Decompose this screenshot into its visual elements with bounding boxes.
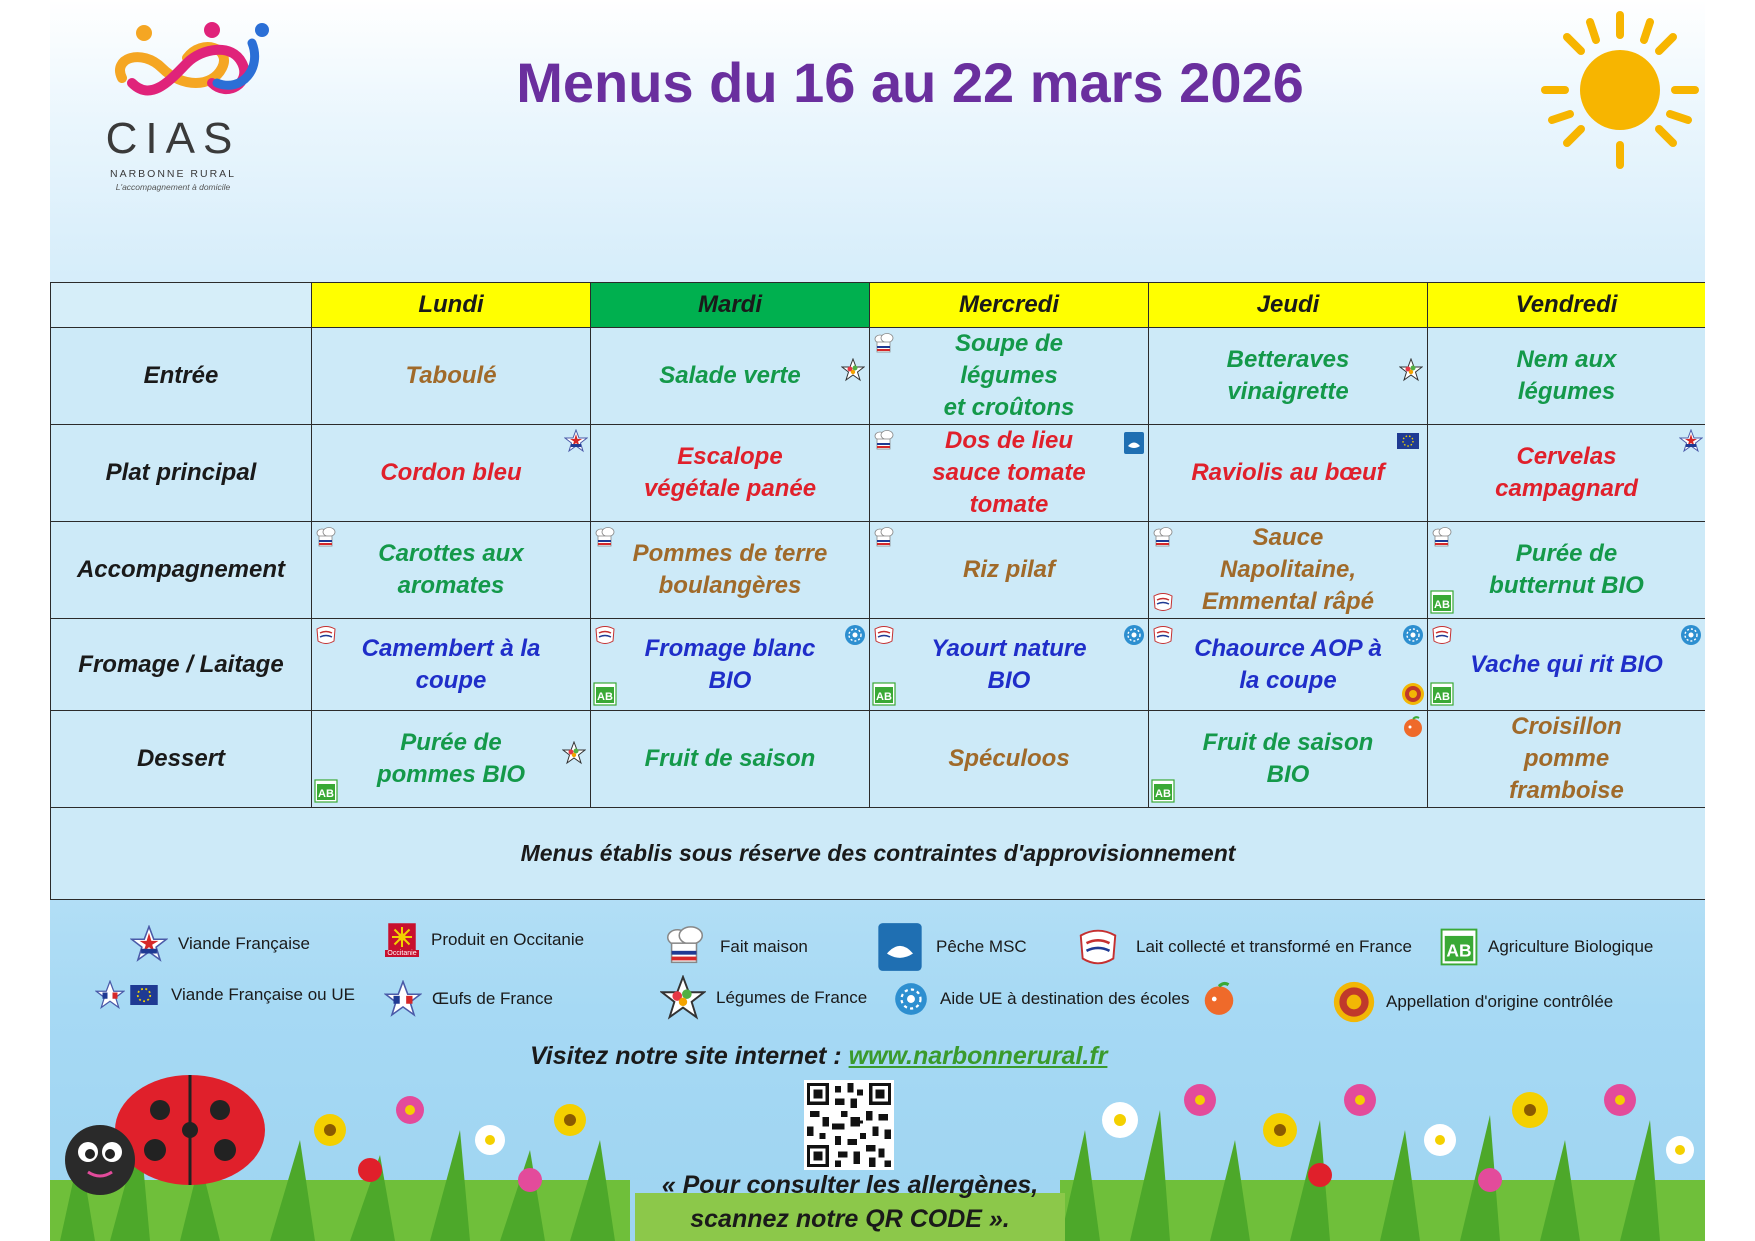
dish-accompagnement-mercredi (870, 554, 1148, 586)
dish-accompagnement-jeudi (1149, 522, 1427, 618)
cell-entree-mardi (591, 328, 870, 425)
legend-occitanie (383, 922, 584, 957)
aide-ue-icon (843, 623, 867, 647)
cias-logo (78, 18, 278, 192)
dish-dessert-jeudi (1149, 727, 1427, 791)
legend-viande-francaise (130, 925, 310, 963)
row-label-fromage: Fromage / Laitage (51, 619, 312, 711)
website-label: Visitez notre site internet : (530, 1042, 849, 1070)
dish-line: Purée de (400, 729, 502, 756)
dish-dessert-lundi (312, 727, 590, 791)
dish-fromage-mercredi (870, 633, 1148, 697)
legend-label: Légumes de France (716, 988, 868, 1007)
row-accompagnement (51, 522, 1706, 619)
legend-lait-france (1070, 924, 1412, 970)
dish-entree-vendredi (1428, 344, 1705, 408)
header-day-lundi: Lundi (312, 283, 591, 328)
fait-maison-icon (593, 526, 617, 550)
legumes-france-icon (562, 741, 586, 765)
dish-fromage-vendredi (1428, 649, 1705, 681)
legumes-france-icon (660, 975, 706, 1021)
dish-dessert-vendredi (1428, 711, 1705, 807)
menu-poster (50, 0, 1705, 1241)
agriculture-bio-icon (314, 779, 338, 803)
cell-plat-vendredi (1428, 425, 1706, 522)
allergen-line-2: scannez notre QR CODE ». (690, 1205, 1010, 1233)
legend-label: Aide UE à destination des écoles (940, 989, 1190, 1008)
peche-msc-icon (874, 916, 926, 978)
legend-aide-ue (892, 980, 1238, 1018)
legend-label: Viande Française ou UE (171, 985, 355, 1004)
viande-francaise-icon (564, 429, 588, 453)
dish-line: Chaource AOP à (1194, 634, 1382, 662)
dish-line: Salade verte (659, 362, 801, 389)
supply-note-row (51, 808, 1706, 900)
legend-label: Appellation d'origine contrôlée (1386, 992, 1614, 1011)
cell-plat-mardi (591, 425, 870, 522)
dish-line: Raviolis au bœuf (1191, 459, 1385, 486)
legend-fait-maison (660, 924, 808, 970)
aoc-icon (1332, 980, 1376, 1024)
dish-line: vinaigrette (1227, 378, 1349, 405)
agriculture-bio-icon (1440, 922, 1478, 972)
dish-line: et croûtons (943, 394, 1075, 421)
aide-ue-icon (1679, 623, 1703, 647)
dish-entree-mardi (591, 360, 869, 392)
occitanie-badge (383, 922, 421, 957)
fait-maison-icon (1151, 526, 1175, 550)
cell-fromage-jeudi (1149, 619, 1428, 711)
header-day-vendredi: Vendredi (1428, 283, 1706, 328)
peche-msc-icon (1122, 427, 1146, 459)
cell-dessert-vendredi (1428, 711, 1706, 808)
header-day-jeudi: Jeudi (1149, 283, 1428, 328)
supply-note: Menus établis sous réserve des contraintes d'approvisionnement (51, 808, 1706, 900)
dish-line: légumes (960, 362, 1058, 389)
dish-line: végétale panée (643, 475, 817, 502)
fait-maison-icon (314, 526, 338, 550)
dish-entree-mercredi (870, 328, 1148, 424)
dish-line: Fruit de saison (644, 745, 816, 772)
page-title: Menus du 16 au 22 mars 2026 (516, 51, 1304, 114)
lait-france-icon (1070, 924, 1126, 970)
occitanie-badge-label: Occitanie (387, 950, 417, 957)
legend-label: Lait collecté et transformé en France (1136, 937, 1412, 956)
dish-accompagnement-vendredi (1428, 538, 1705, 602)
cell-dessert-jeudi (1149, 711, 1428, 808)
dish-line: Pommes de terre (632, 540, 828, 567)
viande-francaise-flag-icon (95, 980, 125, 1010)
fait-maison-icon (1430, 526, 1454, 550)
cell-fromage-vendredi (1428, 619, 1706, 711)
dish-fromage-jeudi (1149, 633, 1427, 697)
viande-ue-icon (1391, 429, 1425, 453)
aide-ue-icon (892, 980, 930, 1018)
logo-tagline: L'accompagnement à domicile (115, 182, 231, 192)
legend-label: Viande Française (178, 934, 310, 953)
dish-line: aromates (397, 572, 505, 599)
legend-agriculture-bio (1440, 922, 1653, 972)
cell-accompagnement-lundi (312, 522, 591, 619)
occitanie-icon (383, 922, 421, 952)
dish-plat-mardi (591, 441, 869, 505)
days-header-row (51, 283, 1706, 328)
dish-plat-lundi (312, 457, 590, 489)
dish-dessert-mardi (591, 743, 869, 775)
dish-line: Nem aux (1516, 346, 1617, 373)
legumes-france-icon (1399, 358, 1423, 382)
fruit-ecole-icon (1200, 980, 1238, 1018)
dish-entree-jeudi (1149, 344, 1427, 408)
cell-accompagnement-jeudi (1149, 522, 1428, 619)
legend-label: Œufs de France (432, 989, 553, 1008)
agriculture-bio-icon (1151, 779, 1175, 803)
row-label-entree: Entrée (51, 328, 312, 425)
cell-accompagnement-vendredi (1428, 522, 1706, 619)
dish-line: boulangères (658, 572, 802, 599)
aide-ue-icon (1122, 623, 1146, 647)
header-day-mardi: Mardi (591, 283, 870, 328)
fait-maison-icon (872, 332, 896, 356)
header-corner (51, 283, 312, 328)
legend-label: Agriculture Biologique (1488, 937, 1654, 956)
cell-accompagnement-mardi (591, 522, 870, 619)
legend-viande-ue (95, 980, 355, 1010)
dish-accompagnement-mardi (591, 538, 869, 602)
dish-line: Cervelas (1516, 443, 1617, 470)
cell-dessert-lundi (312, 711, 591, 808)
legend (50, 910, 1705, 1030)
lait-france-icon (1430, 623, 1454, 647)
aide-ue-icon (1401, 623, 1425, 647)
dish-line: sauce tomate (932, 459, 1086, 486)
dish-entree-lundi (312, 360, 590, 392)
logo-subtitle: NARBONNE RURAL (109, 168, 237, 180)
oeufs-france-icon (384, 980, 422, 1018)
dish-accompagnement-lundi (312, 538, 590, 602)
menu-table (50, 282, 1705, 900)
dish-line: Dos de lieu (944, 427, 1074, 454)
dish-fromage-lundi (312, 633, 590, 697)
qr-code-icon[interactable] (804, 1080, 894, 1170)
cell-accompagnement-mercredi (870, 522, 1149, 619)
cell-plat-lundi (312, 425, 591, 522)
dish-fromage-mardi (591, 633, 869, 697)
dish-line: pomme (1523, 745, 1610, 772)
legend-oeufs (384, 980, 553, 1018)
dish-line: Purée de (1515, 540, 1618, 567)
dish-line: Emmental râpé (1201, 588, 1375, 615)
cell-dessert-mercredi (870, 711, 1149, 808)
dish-line: Napolitaine, (1219, 556, 1357, 583)
dish-line: Spéculoos (948, 745, 1070, 772)
aoc-icon (1401, 682, 1425, 706)
allergen-note (610, 1168, 1090, 1236)
legend-label: Produit en Occitanie (431, 929, 585, 949)
cell-entree-mercredi (870, 328, 1149, 425)
cell-entree-jeudi (1149, 328, 1428, 425)
dish-dessert-mercredi (870, 743, 1148, 775)
fait-maison-icon (660, 924, 710, 970)
dish-line: Cordon bleu (380, 459, 522, 486)
lait-france-icon (314, 623, 338, 647)
dish-line: Riz pilaf (962, 556, 1055, 583)
logo-title: CIAS (105, 114, 241, 163)
viande-francaise-icon (130, 925, 168, 963)
agriculture-bio-icon (593, 682, 617, 706)
cell-plat-mercredi (870, 425, 1149, 522)
lait-france-icon (872, 623, 896, 647)
row-label-accompagnement: Accompagnement (51, 522, 312, 619)
cell-dessert-mardi (591, 711, 870, 808)
agriculture-bio-icon (1430, 590, 1454, 614)
legend-label: Fait maison (720, 937, 808, 956)
viande-francaise-icon (1679, 429, 1703, 453)
lait-france-icon (1151, 590, 1175, 614)
dish-line: Betteraves (1226, 346, 1350, 373)
dish-line: Fromage blanc (644, 634, 816, 662)
flower-garden-illustration-icon (1060, 1060, 1705, 1241)
legend-legumes (660, 975, 867, 1021)
cell-fromage-mercredi (870, 619, 1149, 711)
fait-maison-icon (872, 429, 896, 453)
legend-peche-msc (874, 916, 1027, 978)
row-label-dessert: Dessert (51, 711, 312, 808)
fruit-ecole-icon (1401, 715, 1425, 739)
row-dessert (51, 711, 1706, 808)
dish-line: Soupe de (954, 330, 1063, 357)
cell-entree-lundi (312, 328, 591, 425)
legend-label: Pêche MSC (936, 937, 1027, 956)
row-fromage (51, 619, 1706, 711)
dish-line: légumes (1517, 378, 1616, 405)
dish-line: campagnard (1495, 475, 1638, 502)
row-plat (51, 425, 1706, 522)
allergen-line-1: « Pour consulter les allergènes, (661, 1171, 1039, 1199)
agriculture-bio-icon (1430, 682, 1454, 706)
row-label-plat: Plat principal (51, 425, 312, 522)
lait-france-icon (1151, 623, 1175, 647)
cell-plat-jeudi (1149, 425, 1428, 522)
dish-line: framboise (1509, 777, 1624, 804)
ladybug-garden-illustration-icon (50, 1070, 630, 1241)
dish-line: Taboulé (405, 362, 497, 389)
dish-line: pommes BIO (376, 761, 526, 788)
cell-entree-vendredi (1428, 328, 1706, 425)
dish-line: Vache qui rit BIO (1470, 650, 1663, 678)
dish-line: BIO (708, 666, 752, 694)
agriculture-bio-icon (872, 682, 896, 706)
dish-line: Escalope (677, 443, 783, 470)
legend-aoc (1332, 980, 1613, 1024)
lait-france-icon (593, 623, 617, 647)
website-line (530, 1042, 1230, 1071)
dish-line: Camembert à la (361, 634, 541, 662)
fait-maison-icon (872, 526, 896, 550)
dish-line: coupe (415, 666, 487, 694)
dish-line: tomate (969, 491, 1049, 518)
dish-line: Croisillon (1511, 713, 1622, 740)
dish-plat-jeudi (1149, 457, 1427, 489)
legumes-france-icon (841, 358, 865, 382)
cell-fromage-mardi (591, 619, 870, 711)
dish-line: la coupe (1239, 666, 1337, 694)
eu-flag-icon (127, 980, 161, 1010)
dish-line: Yaourt nature (931, 634, 1087, 662)
dish-line: Sauce (1252, 524, 1324, 551)
dish-line: butternut BIO (1489, 572, 1644, 599)
website-link[interactable]: www.narbonnerural.fr (848, 1042, 1108, 1070)
dish-plat-vendredi (1428, 441, 1705, 505)
cell-fromage-lundi (312, 619, 591, 711)
dish-line: BIO (987, 666, 1031, 694)
row-entree (51, 328, 1706, 425)
cias-logo-mark-icon (102, 18, 272, 118)
sun-icon (1540, 10, 1700, 170)
dish-line: Carottes aux (378, 540, 524, 567)
dish-plat-mercredi (870, 425, 1148, 521)
header-day-mercredi: Mercredi (870, 283, 1149, 328)
dish-line: Fruit de saison (1202, 729, 1374, 756)
dish-line: BIO (1266, 761, 1310, 788)
